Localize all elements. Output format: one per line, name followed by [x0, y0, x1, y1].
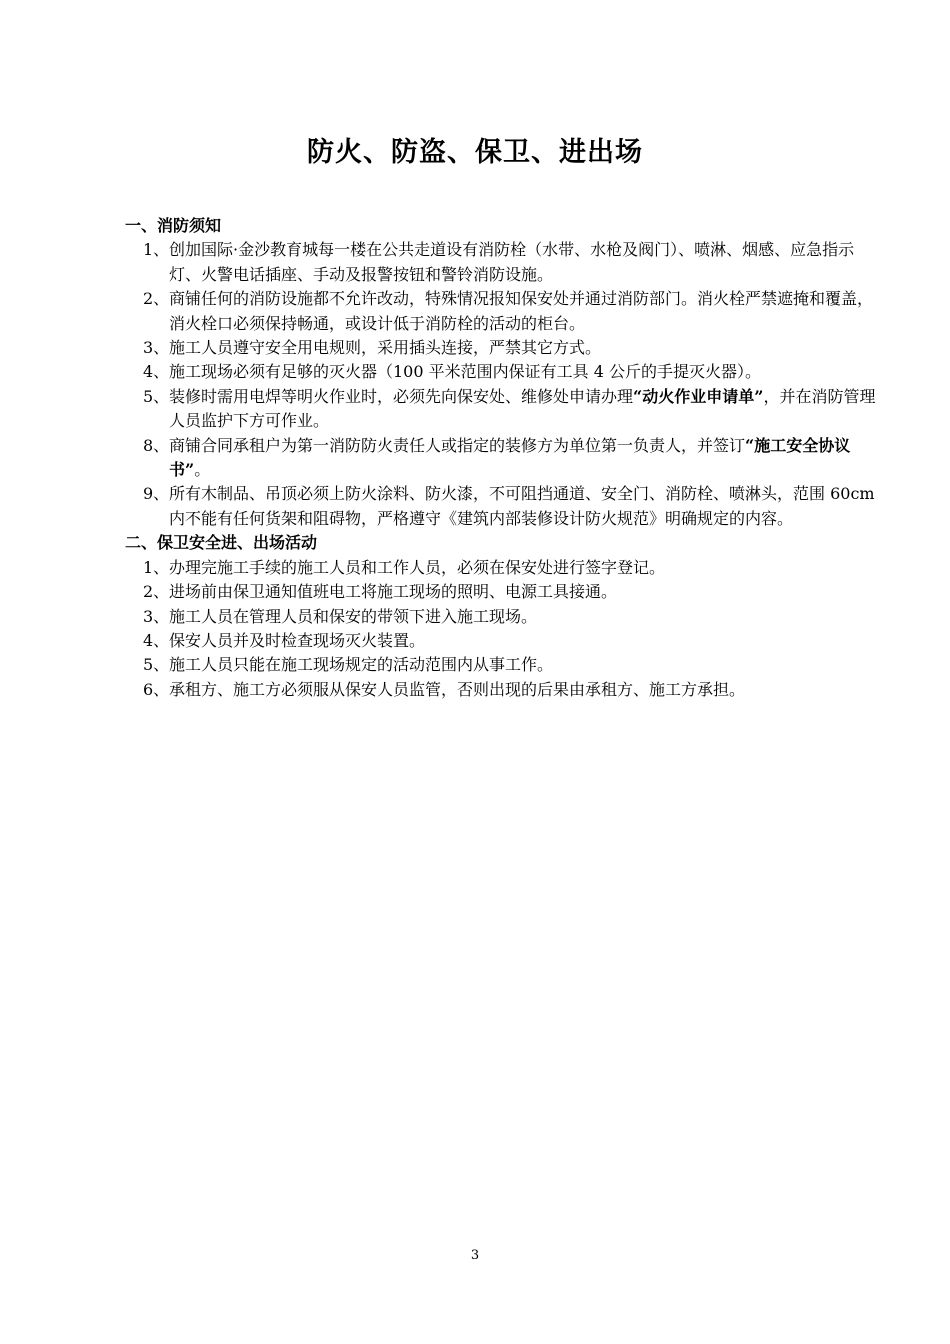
document-title: 防火、防盗、保卫、进出场 — [307, 137, 643, 168]
list-item-number: 5、 — [143, 655, 170, 675]
document-body — [125, 214, 885, 702]
list-item-number: 8、 — [143, 435, 170, 455]
list-item-text: 施工人员在管理人员和保安的带领下进入施工现场。 — [169, 606, 538, 626]
list-item-text: ，并在消防管理人员监护下方可作业。 — [169, 386, 876, 431]
list-item-text: 所有木制品、吊顶必须上防火涂料、防火漆，不可阻挡通道、安全门、消防栓、喷淋头，范围 60cm 内不能有任何货架和阻碍物，严格遵守《建筑内部装修设计防火规范》明确规定的内容。 — [169, 484, 875, 528]
list-item-text: 施工人员只能在施工现场规定的活动范围内从事工作。 — [169, 655, 554, 675]
list-item-text: 。 — [194, 460, 211, 480]
list-item-number: 1、 — [143, 557, 170, 577]
section-heading: 一、消防须知 — [125, 216, 222, 235]
list-item — [125, 580, 885, 604]
list-item-text: 商铺任何的消防设施都不允许改动，特殊情况报知保安处并通过消防部门。消火栓严禁遮掩和覆盖，消火栓口必须保持畅通，或设计低于消防栓的活动的柜台。 — [169, 289, 874, 333]
list-item-text: 施工现场必须有足够的灭火器（100 平米范围内保证有工具 4 公斤的手提灭火器）。 — [169, 362, 761, 382]
list-item-number: 2、 — [143, 582, 170, 602]
emphasized-text: “动火作业申请单” — [633, 386, 764, 406]
list-item-number: 6、 — [143, 679, 170, 699]
list-item — [125, 556, 885, 580]
list-item — [125, 238, 885, 287]
list-item-number: 9、 — [143, 484, 170, 504]
list-item-number: 5、 — [143, 386, 170, 406]
list-item-number: 4、 — [143, 630, 170, 650]
list-item-text: 进场前由保卫通知值班电工将施工现场的照明、电源工具接通。 — [169, 582, 618, 602]
page-number: 3 — [470, 1248, 480, 1263]
list-item — [125, 482, 885, 531]
list-item-number: 4、 — [143, 362, 170, 382]
section-heading: 二、保卫安全进、出场活动 — [125, 533, 318, 553]
list-item — [125, 385, 885, 434]
list-item-number: 3、 — [143, 606, 170, 626]
list-item-number: 3、 — [143, 338, 170, 358]
list-item-text: 商铺合同承租户为第一消防防火责任人或指定的装修方为单位第一负责人，并签订 — [169, 435, 746, 455]
list-item-text: 施工人员遵守安全用电规则，采用插头连接，严禁其它方式。 — [169, 338, 602, 358]
list-item — [125, 653, 885, 677]
list-item-text: 办理完施工手续的施工人员和工作人员，必须在保安处进行签字登记。 — [169, 557, 666, 577]
list-item — [125, 434, 885, 483]
list-item — [125, 678, 885, 702]
list-item — [125, 360, 885, 384]
list-item — [125, 605, 885, 629]
list-item-text: 保安人员并及时检查现场灭火装置。 — [169, 630, 426, 650]
list-item — [125, 287, 885, 336]
list-item-number: 1、 — [143, 240, 170, 260]
list-item-number: 2、 — [143, 289, 170, 309]
list-item — [125, 629, 885, 653]
list-item-text: 装修时需用电焊等明火作业时，必须先向保安处、维修处申请办理 — [169, 386, 634, 406]
list-item-text: 承租方、施工方必须服从保安人员监管，否则出现的后果由承租方、施工方承担。 — [169, 679, 746, 699]
emphasized-text: “施工安全协议书” — [169, 435, 851, 480]
list-item-text: 创加国际·金沙教育城每一楼在公共走道设有消防栓（水带、水枪及阀门）、喷淋、烟感、应急指示灯、火警电话插座、手动及报警按钮和警铃消防设施。 — [169, 240, 855, 284]
list-item — [125, 336, 885, 360]
